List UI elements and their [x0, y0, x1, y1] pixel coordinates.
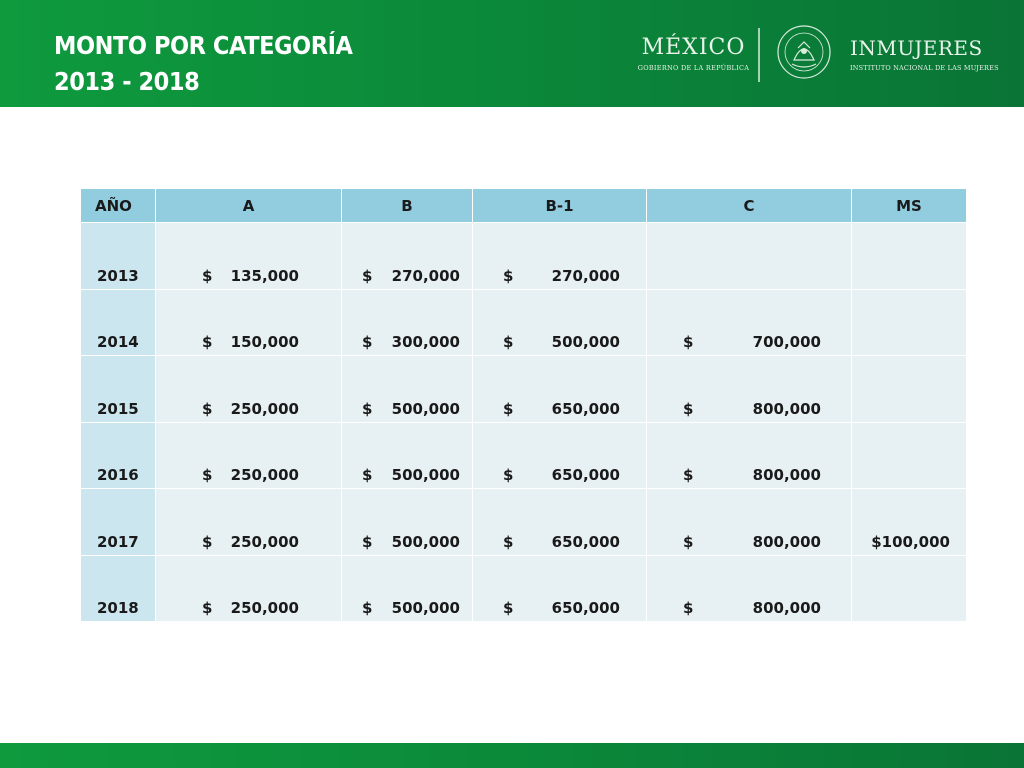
inmujeres-logo-subtitle: INSTITUTO NACIONAL DE LAS MUJERES: [850, 64, 999, 72]
amount-value: 500,000: [391, 532, 460, 551]
table-row: [81, 356, 967, 423]
amount-cell-a: [156, 489, 342, 556]
currency-sign: $: [362, 399, 373, 418]
currency-sign: $: [683, 599, 694, 617]
slide-title-line-2: 2013 - 2018: [54, 67, 200, 96]
amount-cell-ms: [852, 422, 967, 489]
amount-value: 250,000: [230, 399, 299, 418]
amount-value: 250,000: [230, 599, 299, 617]
amount-value: 800,000: [752, 599, 821, 617]
amount-cell-b1: [473, 555, 647, 622]
amount-cell-a: [156, 356, 342, 423]
amount-cell-c: [647, 289, 852, 356]
amount-value: 500,000: [391, 466, 460, 484]
year-cell: 2017: [81, 489, 156, 556]
currency-sign: $: [683, 466, 694, 484]
column-header-ms: MS: [852, 189, 967, 223]
currency-sign: $: [503, 333, 514, 351]
logo-divider: [758, 28, 760, 82]
currency-sign: $: [683, 333, 694, 351]
amount-cell-b: [342, 422, 473, 489]
currency-sign: $: [202, 532, 213, 551]
currency-sign: $: [362, 333, 373, 351]
year-cell: 2013: [81, 223, 156, 290]
amount-cell-ms: [852, 555, 967, 622]
inmujeres-logo-text: INMUJERES: [850, 36, 983, 60]
amount-cell-a: [156, 289, 342, 356]
amount-value: 700,000: [752, 333, 821, 351]
slide-title: [54, 28, 352, 100]
currency-sign: $: [503, 399, 514, 418]
amount-cell-b1: [473, 223, 647, 290]
header-band: [0, 0, 1024, 107]
amount-cell-b: [342, 555, 473, 622]
amount-cell-ms: [852, 289, 967, 356]
currency-sign: $: [362, 466, 373, 484]
logos: [636, 22, 999, 86]
amount-value: 250,000: [230, 466, 299, 484]
amount-cell-ms: $100,000: [852, 489, 967, 556]
currency-sign: $: [202, 333, 213, 351]
table-row: [81, 489, 967, 556]
amount-value: 800,000: [752, 466, 821, 484]
table-row: [81, 223, 967, 290]
amount-value: 150,000: [230, 333, 299, 351]
amount-cell-b1: [473, 356, 647, 423]
column-header-b: B: [342, 189, 473, 223]
column-header-year: AÑO: [81, 189, 156, 223]
amount-cell-c: [647, 489, 852, 556]
currency-sign: $: [503, 266, 514, 285]
amount-value: 650,000: [551, 599, 620, 617]
footer-band: [0, 743, 1024, 768]
amount-cell-b: [342, 356, 473, 423]
amount-value: 500,000: [391, 399, 460, 418]
year-cell: 2016: [81, 422, 156, 489]
amount-value: 250,000: [230, 532, 299, 551]
amount-value: 300,000: [391, 333, 460, 351]
currency-sign: $: [202, 399, 213, 418]
currency-sign: $: [683, 399, 694, 418]
amount-cell-b: [342, 289, 473, 356]
amount-value: 270,000: [391, 266, 460, 285]
table-row: [81, 555, 967, 622]
currency-sign: $: [683, 532, 694, 551]
amount-cell-b1: [473, 422, 647, 489]
inmujeres-logo: [850, 36, 999, 72]
currency-sign: $: [202, 466, 213, 484]
amount-value: 650,000: [551, 532, 620, 551]
coat-of-arms-icon: [776, 24, 832, 80]
amount-value: 800,000: [752, 399, 821, 418]
currency-sign: $: [202, 266, 213, 285]
amount-cell-c: [647, 422, 852, 489]
currency-sign: $: [362, 266, 373, 285]
table-body: [81, 223, 967, 622]
amounts-table: [80, 188, 967, 622]
amount-cell-b1: [473, 489, 647, 556]
mexico-logo-subtitle: GOBIERNO DE LA REPÚBLICA: [637, 64, 750, 72]
amount-value: 800,000: [752, 532, 821, 551]
amount-value: 270,000: [551, 266, 620, 285]
amount-cell-b1: [473, 289, 647, 356]
amount-cell-b: [342, 223, 473, 290]
slide-title-line-1: MONTO POR CATEGORÍA: [54, 31, 353, 60]
amount-cell-c: [647, 555, 852, 622]
mexico-logo-text: MÉXICO: [641, 35, 746, 60]
amount-value: 135,000: [230, 266, 299, 285]
currency-sign: $: [503, 532, 514, 551]
column-header-c: C: [647, 189, 852, 223]
amount-cell-ms: [852, 223, 967, 290]
amount-cell-ms: [852, 356, 967, 423]
table-row: [81, 422, 967, 489]
amount-cell-a: [156, 555, 342, 622]
currency-sign: $: [362, 532, 373, 551]
amount-cell-c: [647, 356, 852, 423]
column-header-a: A: [156, 189, 342, 223]
amount-cell-b: [342, 489, 473, 556]
year-cell: 2015: [81, 356, 156, 423]
amount-value: 650,000: [551, 466, 620, 484]
currency-sign: $: [362, 599, 373, 617]
amount-cell-a: [156, 422, 342, 489]
amount-value: 650,000: [551, 399, 620, 418]
currency-sign: $: [503, 599, 514, 617]
mexico-logo: [636, 36, 751, 72]
amount-cell-c: [647, 223, 852, 290]
table-header-row: [81, 189, 967, 223]
amount-value: 500,000: [551, 333, 620, 351]
currency-sign: $: [202, 599, 213, 617]
amount-cell-a: [156, 223, 342, 290]
amount-value: 500,000: [391, 599, 460, 617]
table-row: [81, 289, 967, 356]
year-cell: 2018: [81, 555, 156, 622]
currency-sign: $: [503, 466, 514, 484]
column-header-b1: B-1: [473, 189, 647, 223]
year-cell: 2014: [81, 289, 156, 356]
